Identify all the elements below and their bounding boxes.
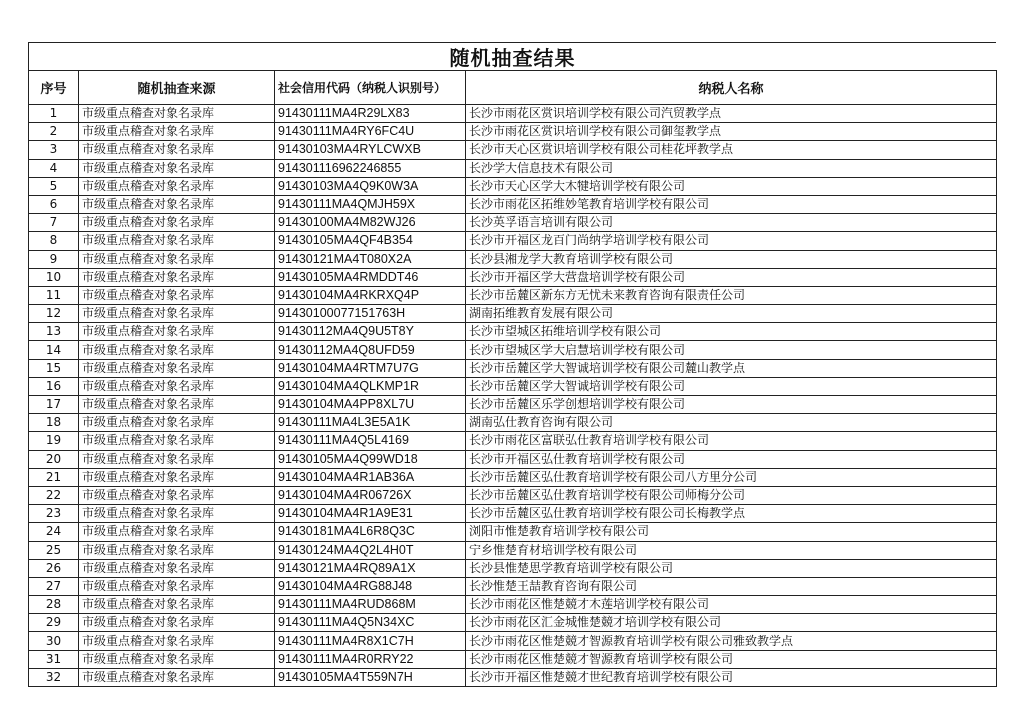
cell-taxpayer-name: 长沙县惟楚思学教育培训学校有限公司 <box>466 559 997 577</box>
cell-taxpayer-name: 宁乡惟楚育材培训学校有限公司 <box>466 541 997 559</box>
cell-taxpayer-name: 长沙惟楚王喆教育咨询有限公司 <box>466 577 997 595</box>
cell-serial-number: 5 <box>29 177 79 195</box>
cell-source: 市级重点稽查对象名录库 <box>79 650 275 668</box>
cell-taxpayer-name: 长沙市开福区惟楚競才世纪教育培训学校有限公司 <box>466 668 997 686</box>
cell-taxpayer-name: 长沙县湘龙学大教育培训学校有限公司 <box>466 250 997 268</box>
table-row <box>29 305 997 323</box>
cell-source: 市级重点稽查对象名录库 <box>79 250 275 268</box>
cell-source: 市级重点稽查对象名录库 <box>79 232 275 250</box>
table-row <box>29 195 997 213</box>
page-title: 随机抽查结果 <box>28 42 996 70</box>
cell-credit-code: 91430111MA4Q5N34XC <box>275 614 466 632</box>
cell-taxpayer-name: 长沙市雨花区汇金城惟楚競才培训学校有限公司 <box>466 614 997 632</box>
cell-taxpayer-name: 长沙市开福区学大营盘培训学校有限公司 <box>466 268 997 286</box>
table-row <box>29 614 997 632</box>
cell-source: 市级重点稽查对象名录库 <box>79 432 275 450</box>
cell-taxpayer-name: 浏阳市惟楚教育培训学校有限公司 <box>466 523 997 541</box>
cell-source: 市级重点稽查对象名录库 <box>79 268 275 286</box>
cell-credit-code: 91430104MA4PP8XL7U <box>275 396 466 414</box>
cell-source: 市级重点稽查对象名录库 <box>79 468 275 486</box>
cell-credit-code: 91430111MA4Q5L4169 <box>275 432 466 450</box>
cell-taxpayer-name: 长沙市开福区弘仕教育培训学校有限公司 <box>466 450 997 468</box>
cell-serial-number: 29 <box>29 614 79 632</box>
cell-serial-number: 14 <box>29 341 79 359</box>
cell-credit-code: 914301116962246855 <box>275 159 466 177</box>
cell-taxpayer-name: 长沙市雨花区惟楚競才智源教育培训学校有限公司 <box>466 650 997 668</box>
cell-taxpayer-name: 长沙市天心区学大木犍培训学校有限公司 <box>466 177 997 195</box>
cell-source: 市级重点稽查对象名录库 <box>79 286 275 304</box>
cell-taxpayer-name: 长沙市雨花区惟楚競才木莲培训学校有限公司 <box>466 596 997 614</box>
cell-serial-number: 30 <box>29 632 79 650</box>
header-serial-number: 序号 <box>29 71 79 105</box>
cell-source: 市级重点稽查对象名录库 <box>79 305 275 323</box>
table-row <box>29 523 997 541</box>
cell-source: 市级重点稽查对象名录库 <box>79 414 275 432</box>
cell-taxpayer-name: 长沙学大信息技术有限公司 <box>466 159 997 177</box>
cell-serial-number: 16 <box>29 377 79 395</box>
cell-serial-number: 15 <box>29 359 79 377</box>
cell-serial-number: 9 <box>29 250 79 268</box>
cell-source: 市级重点稽查对象名录库 <box>79 359 275 377</box>
cell-credit-code: 91430124MA4Q2L4H0T <box>275 541 466 559</box>
table-row <box>29 450 997 468</box>
cell-taxpayer-name: 长沙英孚语言培训有限公司 <box>466 214 997 232</box>
cell-taxpayer-name: 长沙市望城区拓维培训学校有限公司 <box>466 323 997 341</box>
table-row <box>29 141 997 159</box>
cell-taxpayer-name: 长沙市雨花区富联弘仕教育培训学校有限公司 <box>466 432 997 450</box>
cell-serial-number: 24 <box>29 523 79 541</box>
cell-credit-code: 91430111MA4L3E5A1K <box>275 414 466 432</box>
cell-source: 市级重点稽查对象名录库 <box>79 523 275 541</box>
cell-serial-number: 6 <box>29 195 79 213</box>
table-row <box>29 505 997 523</box>
cell-taxpayer-name: 长沙市岳麓区弘仕教育培训学校有限公司长梅教学点 <box>466 505 997 523</box>
cell-credit-code: 91430121MA4RQ89A1X <box>275 559 466 577</box>
cell-credit-code: 91430105MA4QF4B354 <box>275 232 466 250</box>
table-row <box>29 323 997 341</box>
cell-credit-code: 91430111MA4RY6FC4U <box>275 123 466 141</box>
cell-credit-code: 91430111MA4QMJH59X <box>275 195 466 213</box>
cell-serial-number: 31 <box>29 650 79 668</box>
table-row <box>29 632 997 650</box>
cell-source: 市级重点稽查对象名录库 <box>79 177 275 195</box>
cell-taxpayer-name: 长沙市岳麓区弘仕教育培训学校有限公司八方里分公司 <box>466 468 997 486</box>
cell-credit-code: 91430181MA4L6R8Q3C <box>275 523 466 541</box>
header-credit-code: 社会信用代码（纳税人识别号） <box>275 71 466 105</box>
cell-serial-number: 25 <box>29 541 79 559</box>
cell-source: 市级重点稽查对象名录库 <box>79 614 275 632</box>
cell-credit-code: 91430103MA4RYLCWXB <box>275 141 466 159</box>
cell-credit-code: 91430121MA4T080X2A <box>275 250 466 268</box>
cell-credit-code: 91430111MA4R8X1C7H <box>275 632 466 650</box>
results-sheet <box>28 42 996 687</box>
cell-credit-code: 91430105MA4T559N7H <box>275 668 466 686</box>
table-row <box>29 377 997 395</box>
cell-taxpayer-name: 长沙市雨花区赏识培训学校有限公司汽贸教学点 <box>466 105 997 123</box>
table-row <box>29 359 997 377</box>
cell-source: 市级重点稽查对象名录库 <box>79 105 275 123</box>
cell-serial-number: 17 <box>29 396 79 414</box>
cell-credit-code: 91430104MA4R1A9E31 <box>275 505 466 523</box>
table-row <box>29 214 997 232</box>
cell-credit-code: 91430105MA4RMDDT46 <box>275 268 466 286</box>
table-row <box>29 396 997 414</box>
table-row <box>29 268 997 286</box>
table-row <box>29 577 997 595</box>
results-table <box>28 70 997 687</box>
cell-serial-number: 27 <box>29 577 79 595</box>
table-row <box>29 232 997 250</box>
cell-serial-number: 2 <box>29 123 79 141</box>
cell-credit-code: 91430103MA4Q9K0W3A <box>275 177 466 195</box>
cell-source: 市级重点稽查对象名录库 <box>79 505 275 523</box>
table-row <box>29 486 997 504</box>
cell-credit-code: 91430104MA4QLKMP1R <box>275 377 466 395</box>
cell-serial-number: 23 <box>29 505 79 523</box>
table-row <box>29 559 997 577</box>
table-row <box>29 596 997 614</box>
cell-taxpayer-name: 长沙市天心区赏识培训学校有限公司桂花坪教学点 <box>466 141 997 159</box>
cell-source: 市级重点稽查对象名录库 <box>79 632 275 650</box>
cell-serial-number: 7 <box>29 214 79 232</box>
cell-credit-code: 91430104MA4R06726X <box>275 486 466 504</box>
table-row <box>29 668 997 686</box>
table-row <box>29 250 997 268</box>
cell-credit-code: 91430104MA4RG88J48 <box>275 577 466 595</box>
cell-source: 市级重点稽查对象名录库 <box>79 195 275 213</box>
cell-source: 市级重点稽查对象名录库 <box>79 341 275 359</box>
cell-credit-code: 91430111MA4R29LX83 <box>275 105 466 123</box>
cell-taxpayer-name: 长沙市雨花区拓维妙笔教育培训学校有限公司 <box>466 195 997 213</box>
cell-credit-code: 91430111MA4R0RRY22 <box>275 650 466 668</box>
cell-serial-number: 28 <box>29 596 79 614</box>
cell-source: 市级重点稽查对象名录库 <box>79 123 275 141</box>
cell-credit-code: 91430112MA4Q9U5T8Y <box>275 323 466 341</box>
cell-source: 市级重点稽查对象名录库 <box>79 486 275 504</box>
cell-source: 市级重点稽查对象名录库 <box>79 577 275 595</box>
cell-credit-code: 91430104MA4R1AB36A <box>275 468 466 486</box>
cell-credit-code: 91430111MA4RUD868M <box>275 596 466 614</box>
cell-source: 市级重点稽查对象名录库 <box>79 450 275 468</box>
table-row <box>29 650 997 668</box>
cell-credit-code: 91430104MA4RKRXQ4P <box>275 286 466 304</box>
cell-source: 市级重点稽查对象名录库 <box>79 596 275 614</box>
table-row <box>29 177 997 195</box>
cell-taxpayer-name: 湖南弘仕教育咨询有限公司 <box>466 414 997 432</box>
table-row <box>29 341 997 359</box>
cell-taxpayer-name: 长沙市雨花区惟楚競才智源教育培训学校有限公司雅致教学点 <box>466 632 997 650</box>
table-row <box>29 468 997 486</box>
cell-taxpayer-name: 长沙市雨花区赏识培训学校有限公司御玺教学点 <box>466 123 997 141</box>
cell-taxpayer-name: 长沙市岳麓区乐学创想培训学校有限公司 <box>466 396 997 414</box>
cell-credit-code: 91430100MA4M82WJ26 <box>275 214 466 232</box>
header-source: 随机抽查来源 <box>79 71 275 105</box>
table-row <box>29 159 997 177</box>
cell-serial-number: 4 <box>29 159 79 177</box>
cell-source: 市级重点稽查对象名录库 <box>79 541 275 559</box>
cell-serial-number: 20 <box>29 450 79 468</box>
cell-source: 市级重点稽查对象名录库 <box>79 214 275 232</box>
cell-serial-number: 3 <box>29 141 79 159</box>
cell-taxpayer-name: 长沙市开福区龙百门尚纳学培训学校有限公司 <box>466 232 997 250</box>
cell-source: 市级重点稽查对象名录库 <box>79 323 275 341</box>
cell-taxpayer-name: 长沙市岳麓区弘仕教育培训学校有限公司师梅分公司 <box>466 486 997 504</box>
cell-source: 市级重点稽查对象名录库 <box>79 141 275 159</box>
cell-source: 市级重点稽查对象名录库 <box>79 559 275 577</box>
cell-taxpayer-name: 长沙市望城区学大启慧培训学校有限公司 <box>466 341 997 359</box>
table-row <box>29 123 997 141</box>
cell-source: 市级重点稽查对象名录库 <box>79 377 275 395</box>
cell-taxpayer-name: 长沙市岳麓区学大智诚培训学校有限公司 <box>466 377 997 395</box>
cell-credit-code: 91430104MA4RTM7U7G <box>275 359 466 377</box>
cell-serial-number: 12 <box>29 305 79 323</box>
cell-serial-number: 13 <box>29 323 79 341</box>
table-body <box>29 105 997 687</box>
cell-serial-number: 32 <box>29 668 79 686</box>
cell-serial-number: 11 <box>29 286 79 304</box>
table-row <box>29 432 997 450</box>
cell-source: 市级重点稽查对象名录库 <box>79 668 275 686</box>
cell-source: 市级重点稽查对象名录库 <box>79 396 275 414</box>
table-header-row <box>29 71 997 105</box>
table-row <box>29 286 997 304</box>
cell-credit-code: 91430105MA4Q99WD18 <box>275 450 466 468</box>
header-taxpayer-name: 纳税人名称 <box>466 71 997 105</box>
cell-serial-number: 8 <box>29 232 79 250</box>
cell-serial-number: 1 <box>29 105 79 123</box>
cell-serial-number: 18 <box>29 414 79 432</box>
cell-credit-code: 91430112MA4Q8UFD59 <box>275 341 466 359</box>
cell-source: 市级重点稽查对象名录库 <box>79 159 275 177</box>
cell-taxpayer-name: 长沙市岳麓区新东方无忧未来教育咨询有限责任公司 <box>466 286 997 304</box>
cell-serial-number: 22 <box>29 486 79 504</box>
cell-serial-number: 10 <box>29 268 79 286</box>
cell-serial-number: 21 <box>29 468 79 486</box>
cell-credit-code: 91430100077151763H <box>275 305 466 323</box>
cell-taxpayer-name: 湖南拓维教育发展有限公司 <box>466 305 997 323</box>
cell-serial-number: 19 <box>29 432 79 450</box>
cell-serial-number: 26 <box>29 559 79 577</box>
table-row <box>29 105 997 123</box>
cell-taxpayer-name: 长沙市岳麓区学大智诚培训学校有限公司麓山教学点 <box>466 359 997 377</box>
table-row <box>29 414 997 432</box>
table-row <box>29 541 997 559</box>
